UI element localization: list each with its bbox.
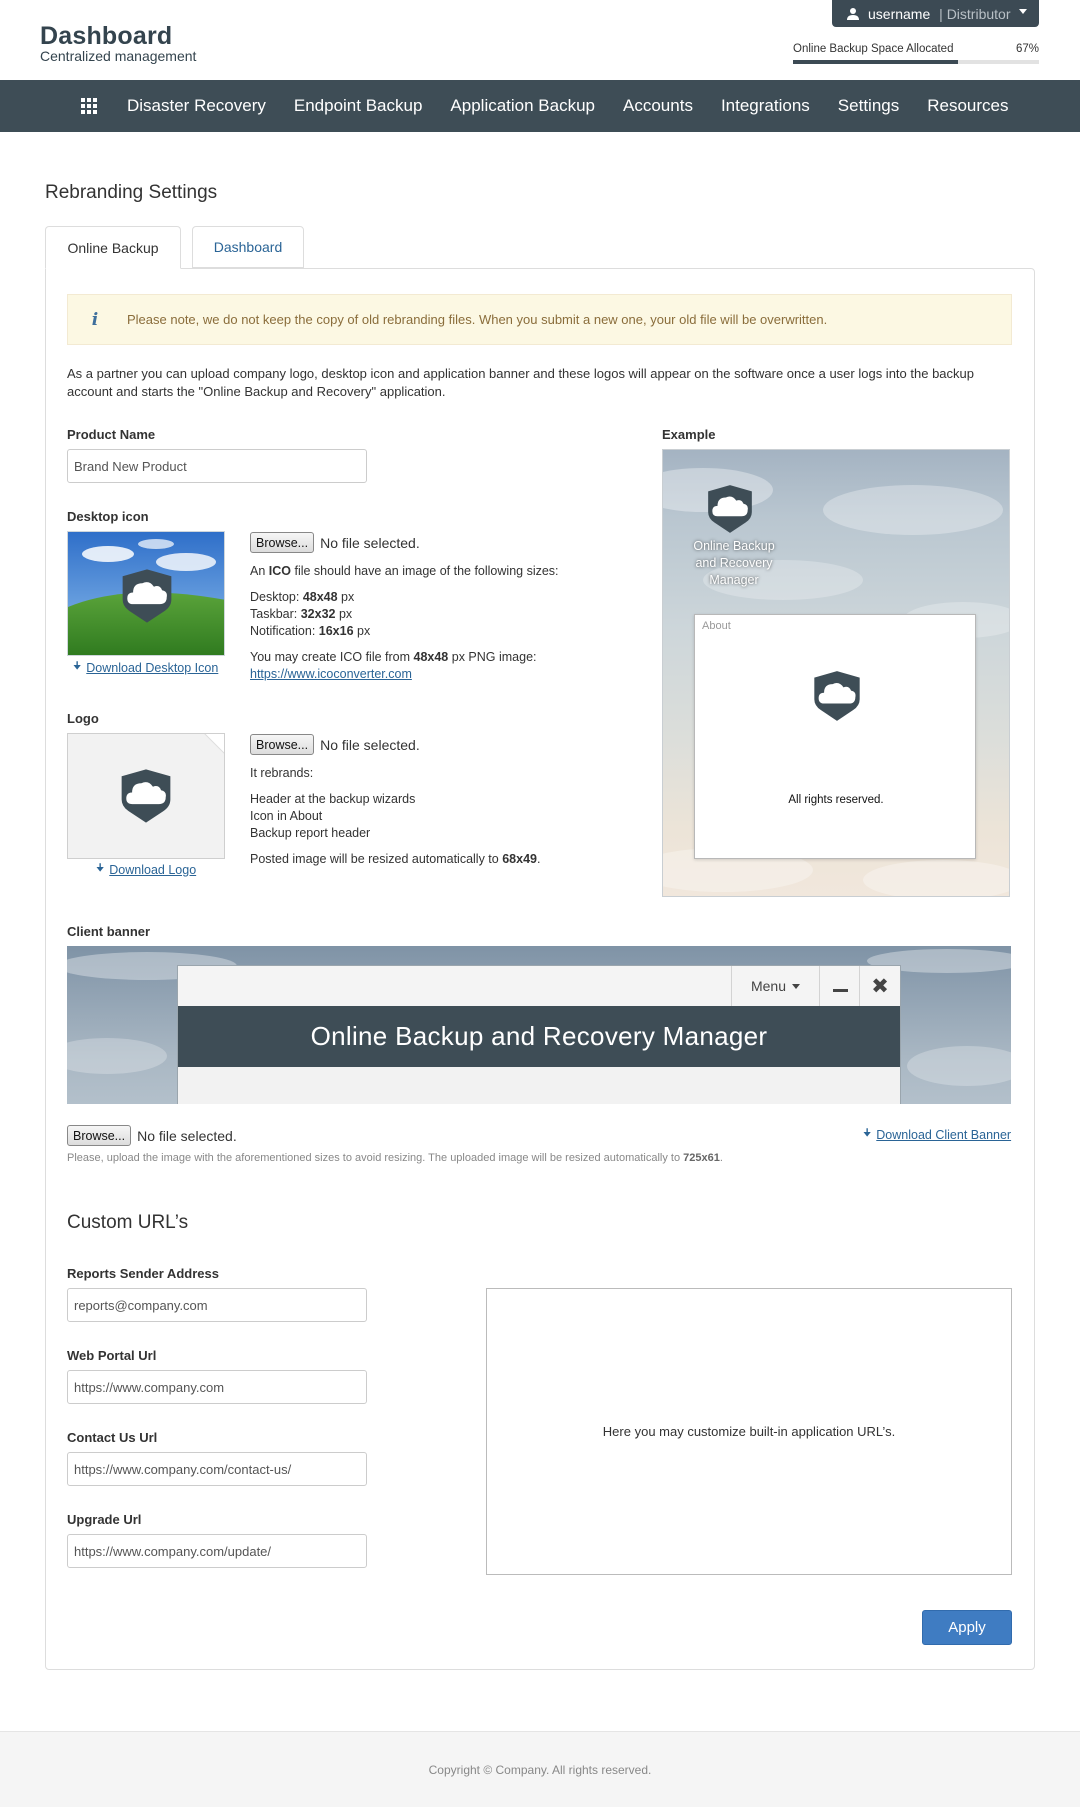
apps-grid-icon[interactable] <box>81 98 97 114</box>
logo-preview <box>67 733 225 859</box>
client-banner-label: Client banner <box>67 924 151 939</box>
custom-urls-title: Custom URL’s <box>67 1212 189 1233</box>
desktop-wallpaper-image <box>68 532 225 656</box>
example-app-icon <box>704 483 756 535</box>
desktop-icon-label: Desktop icon <box>67 509 149 524</box>
web-portal-url-label: Web Portal Url <box>67 1348 157 1363</box>
upgrade-url-input[interactable] <box>67 1534 367 1568</box>
logo-browse-button[interactable]: Browse... <box>250 734 314 755</box>
space-allocated-label: Online Backup Space Allocated <box>793 43 954 55</box>
apply-button[interactable]: Apply <box>922 1610 1012 1645</box>
banner-resize-note: Please, upload the image with the aforementioned sizes to avoid resizing. The uploaded image will be resized automatically to 725x61. <box>67 1152 723 1164</box>
intro-text: As a partner you can upload company logo, desktop icon and application banner and these logos will appear on the software once a user logs into the backup account and starts the "Online Backup and Recovery" application. <box>67 366 974 399</box>
space-allocated-fill <box>793 60 958 64</box>
user-icon <box>846 7 860 21</box>
download-desktop-icon-link[interactable] <box>73 659 218 676</box>
caret-down-icon <box>792 984 800 989</box>
logo-cloud-shield-icon <box>117 767 175 825</box>
download-arrow-icon: 🠋 <box>96 863 105 874</box>
space-allocated-bar <box>793 60 1039 64</box>
example-preview <box>662 449 1010 897</box>
download-arrow-icon: 🠋 <box>863 1128 872 1139</box>
tab-online-backup[interactable]: Online Backup <box>45 226 181 269</box>
reports-sender-input[interactable] <box>67 1288 367 1322</box>
user-separator: | <box>939 5 943 22</box>
download-desktop-icon-text[interactable]: Download Desktop Icon <box>86 660 219 675</box>
desktop-icon-file-input[interactable] <box>250 532 420 553</box>
contact-us-url-label: Contact Us Url <box>67 1430 158 1445</box>
contact-us-url-input[interactable] <box>67 1452 367 1486</box>
banner-window-toolbar <box>178 966 900 1006</box>
download-arrow-icon: 🠋 <box>73 661 82 672</box>
product-name-label: Product Name <box>67 427 156 442</box>
app-title[interactable]: Dashboard <box>40 22 173 50</box>
banner-file-status: No file selected. <box>137 1127 237 1144</box>
caret-down-icon <box>1019 9 1027 14</box>
minimize-icon <box>819 966 859 1006</box>
nav-endpoint-backup[interactable]: Endpoint Backup <box>293 96 423 115</box>
banner-menu-button: Menu <box>731 966 819 1006</box>
nav-accounts[interactable]: Accounts <box>623 96 693 115</box>
web-portal-url-input[interactable] <box>67 1370 367 1404</box>
example-about-window <box>694 614 976 859</box>
about-rights-text: All rights reserved. <box>788 794 884 806</box>
banner-browse-button[interactable]: Browse... <box>67 1125 131 1146</box>
space-allocated-percent: 67% <box>1016 43 1040 55</box>
about-window-title: About <box>702 620 731 632</box>
icoconverter-link[interactable]: https://www.icoconverter.com <box>250 667 412 681</box>
example-icon-label: Online Backup and Recovery Manager <box>693 539 775 587</box>
desktop-icon-preview <box>67 531 225 656</box>
page-title: Rebranding Settings <box>45 182 218 203</box>
nav-application-backup[interactable]: Application Backup <box>450 96 596 115</box>
nav-resources[interactable]: Resources <box>927 96 1009 115</box>
product-name-input[interactable] <box>67 449 367 483</box>
main-nav <box>0 80 1080 132</box>
logo-file-status: No file selected. <box>320 736 420 753</box>
logo-file-input[interactable] <box>250 734 420 755</box>
user-role: Distributor <box>946 5 1011 22</box>
desktop-icon-browse-button[interactable]: Browse... <box>250 532 314 553</box>
info-icon: i <box>91 309 99 330</box>
custom-urls-help-text: Here you may customize built-in application URL’s. <box>602 1424 896 1439</box>
nav-integrations[interactable]: Integrations <box>720 96 810 115</box>
top-header <box>0 0 1080 80</box>
logo-label: Logo <box>67 711 99 726</box>
footer <box>0 1731 1080 1807</box>
download-client-banner-link[interactable] <box>863 1126 1011 1143</box>
client-banner-preview <box>67 946 1011 1104</box>
close-icon: ✖ <box>859 966 900 1006</box>
banner-title: Online Backup and Recovery Manager <box>178 1006 900 1067</box>
banner-app-window <box>177 965 901 1104</box>
about-cloud-shield-icon <box>810 669 864 723</box>
user-menu[interactable] <box>832 0 1039 27</box>
upgrade-url-label: Upgrade Url <box>67 1512 142 1527</box>
footer-copyright: Copyright © Company. All rights reserved. <box>428 1762 652 1777</box>
logo-rebrands-info: It rebrands: Header at the backup wizards Icon in About Backup report header Posted image will be resized automatically to 68x49. <box>250 766 541 866</box>
download-logo-link[interactable] <box>96 861 196 878</box>
download-logo-text[interactable]: Download Logo <box>109 862 197 877</box>
example-label: Example <box>662 427 716 442</box>
download-client-banner-text[interactable]: Download Client Banner <box>876 1127 1012 1142</box>
page-fold-decoration <box>204 733 225 754</box>
nav-settings[interactable]: Settings <box>837 96 900 115</box>
banner-file-input[interactable] <box>67 1125 237 1146</box>
warning-alert <box>67 294 1012 345</box>
custom-urls-help-box <box>486 1288 1012 1575</box>
desktop-icon-file-status: No file selected. <box>320 534 420 551</box>
app-subtitle: Centralized management <box>40 48 197 64</box>
nav-disaster-recovery[interactable]: Disaster Recovery <box>127 96 266 115</box>
username: username <box>868 5 931 22</box>
tab-dashboard[interactable]: Dashboard <box>192 226 304 268</box>
reports-sender-label: Reports Sender Address <box>67 1266 219 1281</box>
alert-text: Please note, we do not keep the copy of old rebranding files. When you submit a new one, your old file will be overwritten. <box>127 312 828 327</box>
ico-sizes-info: An ICO file should have an image of the following sizes: Desktop: 48x48 px Taskbar: 32x32 px Notification: 16x16 px You may create ICO file from 48x48 px PNG image: https://www.icoconverter.com <box>250 564 559 681</box>
